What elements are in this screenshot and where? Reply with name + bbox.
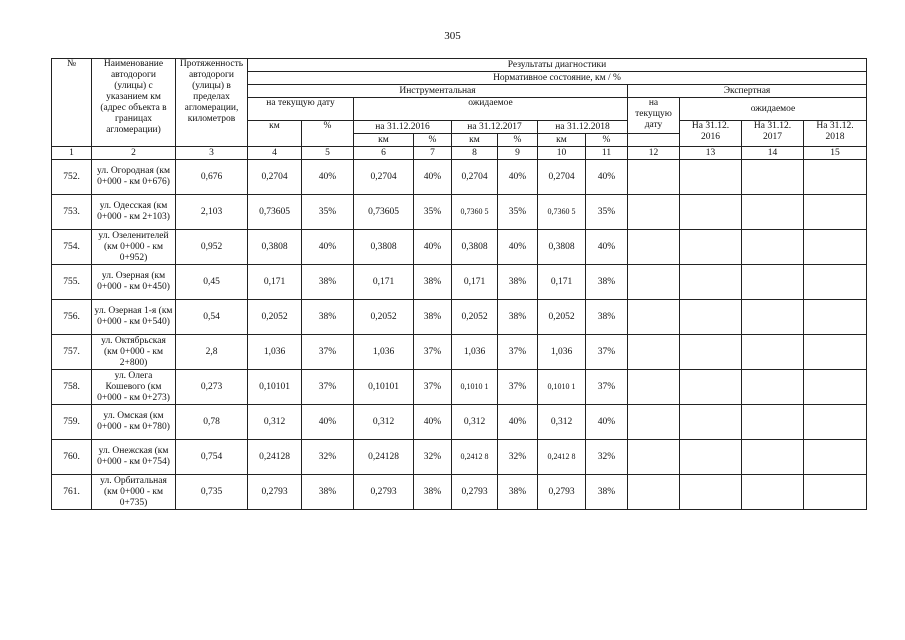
header-2018-km: км <box>538 134 586 147</box>
table-row <box>52 230 867 265</box>
cell-expert-empty <box>628 195 680 230</box>
header-date-2016: на 31.12.2016 <box>354 121 452 134</box>
column-number: 10 <box>538 147 586 160</box>
header-date-2017: на 31.12.2017 <box>452 121 538 134</box>
cell-expert-empty <box>804 440 867 475</box>
header-2016-pct: % <box>414 134 452 147</box>
cell-expert-empty <box>742 370 804 405</box>
cell-cur-pct: 38% <box>302 265 354 300</box>
cell-cur-km: 1,036 <box>248 335 302 370</box>
cell-expert-empty <box>680 440 742 475</box>
cell-no: 759. <box>52 405 92 440</box>
cell-p2016: 37% <box>414 370 452 405</box>
cell-expert-empty <box>680 300 742 335</box>
column-numbers-row <box>52 147 867 160</box>
cell-k2018: 1,036 <box>538 335 586 370</box>
cell-k2018: 0,171 <box>538 265 586 300</box>
table-row <box>52 475 867 510</box>
cell-expert-empty <box>742 440 804 475</box>
cell-expert-empty <box>742 405 804 440</box>
cell-cur-km: 0,2704 <box>248 160 302 195</box>
cell-k2016: 0,3808 <box>354 230 414 265</box>
cell-no: 758. <box>52 370 92 405</box>
table-row <box>52 265 867 300</box>
table-row <box>52 440 867 475</box>
column-number: 11 <box>586 147 628 160</box>
cell-expert-empty <box>742 230 804 265</box>
cell-cur-pct: 37% <box>302 335 354 370</box>
cell-p2018: 40% <box>586 160 628 195</box>
cell-k2017: 1,036 <box>452 335 498 370</box>
cell-p2016: 40% <box>414 405 452 440</box>
cell-expert-empty <box>680 335 742 370</box>
cell-k2018: 0,2704 <box>538 160 586 195</box>
header-current-date: на текущую дату <box>248 98 354 121</box>
cell-name: ул. Одесская (км 0+000 - км 2+103) <box>92 195 176 230</box>
cell-p2017: 38% <box>498 300 538 335</box>
cell-p2018: 40% <box>586 230 628 265</box>
cell-cur-pct: 40% <box>302 160 354 195</box>
cell-expert-empty <box>628 300 680 335</box>
cell-name: ул. Омская (км 0+000 - км 0+780) <box>92 405 176 440</box>
header-expert-2016: На 31.12. 2016 <box>680 121 742 147</box>
cell-cur-km: 0,2052 <box>248 300 302 335</box>
cell-k2018: 0,312 <box>538 405 586 440</box>
column-number: 9 <box>498 147 538 160</box>
cell-no: 754. <box>52 230 92 265</box>
cell-cur-km: 0,10101 <box>248 370 302 405</box>
cell-expert-empty <box>680 230 742 265</box>
cell-name: ул. Озерная 1-я (км 0+000 - км 0+540) <box>92 300 176 335</box>
column-number: 14 <box>742 147 804 160</box>
header-no: № <box>52 59 92 147</box>
cell-expert-empty <box>680 265 742 300</box>
cell-expert-empty <box>680 475 742 510</box>
cell-k2017: 0,3808 <box>452 230 498 265</box>
cell-k2016: 0,171 <box>354 265 414 300</box>
cell-name: ул. Онежская (км 0+000 - км 0+754) <box>92 440 176 475</box>
cell-p2018: 35% <box>586 195 628 230</box>
header-normative: Нормативное состояние, км / % <box>248 72 867 85</box>
cell-length: 2,8 <box>176 335 248 370</box>
cell-expert-empty <box>680 370 742 405</box>
cell-p2017: 37% <box>498 370 538 405</box>
cell-expert-empty <box>628 475 680 510</box>
cell-no: 753. <box>52 195 92 230</box>
header-2016-km: км <box>354 134 414 147</box>
cell-k2018: 0,7360 5 <box>538 195 586 230</box>
cell-expert-empty <box>628 335 680 370</box>
cell-length: 2,103 <box>176 195 248 230</box>
cell-expert-empty <box>628 405 680 440</box>
cell-expert-empty <box>742 475 804 510</box>
table-row <box>52 195 867 230</box>
table-row <box>52 300 867 335</box>
column-number: 5 <box>302 147 354 160</box>
cell-k2016: 0,73605 <box>354 195 414 230</box>
cell-expert-empty <box>742 265 804 300</box>
cell-p2018: 38% <box>586 475 628 510</box>
cell-expert-empty <box>742 160 804 195</box>
cell-cur-km: 0,2793 <box>248 475 302 510</box>
diagnostics-table <box>51 58 867 510</box>
cell-p2016: 35% <box>414 195 452 230</box>
cell-p2016: 40% <box>414 230 452 265</box>
cell-k2018: 0,2412 8 <box>538 440 586 475</box>
cell-p2016: 38% <box>414 265 452 300</box>
cell-k2017: 0,7360 5 <box>452 195 498 230</box>
cell-p2016: 38% <box>414 300 452 335</box>
cell-no: 756. <box>52 300 92 335</box>
header-expert-expected: ожидаемое <box>680 98 867 121</box>
column-number: 6 <box>354 147 414 160</box>
cell-k2017: 0,171 <box>452 265 498 300</box>
table-row <box>52 160 867 195</box>
cell-name: ул. Орбитальная (км 0+000 - км 0+735) <box>92 475 176 510</box>
cell-cur-pct: 32% <box>302 440 354 475</box>
header-expert-2018: На 31.12. 2018 <box>804 121 867 147</box>
header-expected: ожидаемое <box>354 98 628 121</box>
cell-k2017: 0,2052 <box>452 300 498 335</box>
table-row <box>52 335 867 370</box>
cell-p2018: 38% <box>586 300 628 335</box>
cell-length: 0,273 <box>176 370 248 405</box>
cell-cur-km: 0,73605 <box>248 195 302 230</box>
cell-expert-empty <box>804 230 867 265</box>
cell-k2017: 0,312 <box>452 405 498 440</box>
cell-cur-km: 0,24128 <box>248 440 302 475</box>
cell-p2018: 32% <box>586 440 628 475</box>
cell-name: ул. Огородная (км 0+000 - км 0+676) <box>92 160 176 195</box>
header-expert: Экспертная <box>628 85 867 98</box>
cell-cur-km: 0,312 <box>248 405 302 440</box>
cell-k2018: 0,2052 <box>538 300 586 335</box>
header-results: Результаты диагностики <box>248 59 867 72</box>
cell-k2016: 0,2793 <box>354 475 414 510</box>
cell-k2016: 0,24128 <box>354 440 414 475</box>
cell-length: 0,45 <box>176 265 248 300</box>
cell-no: 757. <box>52 335 92 370</box>
column-number: 1 <box>52 147 92 160</box>
cell-k2018: 0,1010 1 <box>538 370 586 405</box>
cell-k2018: 0,2793 <box>538 475 586 510</box>
cell-expert-empty <box>804 475 867 510</box>
cell-p2017: 40% <box>498 230 538 265</box>
cell-no: 752. <box>52 160 92 195</box>
cell-expert-empty <box>742 195 804 230</box>
cell-p2017: 38% <box>498 475 538 510</box>
cell-expert-empty <box>804 335 867 370</box>
column-number: 12 <box>628 147 680 160</box>
cell-cur-pct: 38% <box>302 300 354 335</box>
cell-expert-empty <box>628 440 680 475</box>
header-expert-current: на текущую дату <box>628 98 680 134</box>
cell-cur-km: 0,171 <box>248 265 302 300</box>
cell-k2017: 0,2704 <box>452 160 498 195</box>
cell-cur-pct: 40% <box>302 230 354 265</box>
cell-k2016: 0,312 <box>354 405 414 440</box>
cell-length: 0,754 <box>176 440 248 475</box>
cell-name: ул. Озерная (км 0+000 - км 0+450) <box>92 265 176 300</box>
cell-p2017: 35% <box>498 195 538 230</box>
cell-k2018: 0,3808 <box>538 230 586 265</box>
column-number: 8 <box>452 147 498 160</box>
cell-p2018: 37% <box>586 370 628 405</box>
cell-expert-empty <box>804 265 867 300</box>
cell-k2017: 0,2412 8 <box>452 440 498 475</box>
cell-p2016: 37% <box>414 335 452 370</box>
cell-length: 0,735 <box>176 475 248 510</box>
cell-p2016: 38% <box>414 475 452 510</box>
cell-cur-pct: 38% <box>302 475 354 510</box>
cell-p2017: 40% <box>498 160 538 195</box>
cell-expert-empty <box>804 160 867 195</box>
header-cur-pct: % <box>302 121 354 147</box>
header-instrumental: Инструментальная <box>248 85 628 98</box>
column-number: 15 <box>804 147 867 160</box>
cell-expert-empty <box>742 335 804 370</box>
column-number: 4 <box>248 147 302 160</box>
cell-length: 0,676 <box>176 160 248 195</box>
cell-expert-empty <box>804 370 867 405</box>
cell-p2017: 32% <box>498 440 538 475</box>
header-length: Протяженность автодороги (улицы) в пределах агломерации, километров <box>176 59 248 147</box>
cell-length: 0,78 <box>176 405 248 440</box>
header-expert-2017: На 31.12. 2017 <box>742 121 804 147</box>
cell-no: 761. <box>52 475 92 510</box>
cell-expert-empty <box>680 405 742 440</box>
cell-length: 0,952 <box>176 230 248 265</box>
cell-name: ул. Октябрьская (км 0+000 - км 2+800) <box>92 335 176 370</box>
cell-expert-empty <box>804 405 867 440</box>
cell-expert-empty <box>680 160 742 195</box>
cell-expert-empty <box>628 160 680 195</box>
table-row <box>52 405 867 440</box>
cell-p2016: 40% <box>414 160 452 195</box>
column-number: 3 <box>176 147 248 160</box>
cell-p2018: 40% <box>586 405 628 440</box>
header-road-name: Наименование автодороги (улицы) с указанием км (адрес объекта в границах агломерации) <box>92 59 176 147</box>
cell-k2017: 0,1010 1 <box>452 370 498 405</box>
cell-p2018: 37% <box>586 335 628 370</box>
cell-name: ул. Олега Кошевого (км 0+000 - км 0+273) <box>92 370 176 405</box>
cell-k2016: 1,036 <box>354 335 414 370</box>
page-number: 305 <box>444 30 461 42</box>
cell-cur-km: 0,3808 <box>248 230 302 265</box>
cell-p2017: 38% <box>498 265 538 300</box>
table-row <box>52 370 867 405</box>
cell-cur-pct: 37% <box>302 370 354 405</box>
cell-no: 760. <box>52 440 92 475</box>
cell-k2016: 0,2052 <box>354 300 414 335</box>
column-number: 2 <box>92 147 176 160</box>
cell-expert-empty <box>804 300 867 335</box>
cell-name: ул. Озеленителей (км 0+000 - км 0+952) <box>92 230 176 265</box>
column-number: 13 <box>680 147 742 160</box>
cell-cur-pct: 40% <box>302 405 354 440</box>
cell-cur-pct: 35% <box>302 195 354 230</box>
header-date-2018: на 31.12.2018 <box>538 121 628 134</box>
cell-p2018: 38% <box>586 265 628 300</box>
cell-k2016: 0,10101 <box>354 370 414 405</box>
header-2017-pct: % <box>498 134 538 147</box>
cell-length: 0,54 <box>176 300 248 335</box>
cell-k2016: 0,2704 <box>354 160 414 195</box>
column-number: 7 <box>414 147 452 160</box>
cell-no: 755. <box>52 265 92 300</box>
cell-expert-empty <box>628 265 680 300</box>
cell-expert-empty <box>742 300 804 335</box>
header-2018-pct: % <box>586 134 628 147</box>
header-2017-km: км <box>452 134 498 147</box>
cell-p2016: 32% <box>414 440 452 475</box>
cell-expert-empty <box>628 230 680 265</box>
header-cur-km: км <box>248 121 302 147</box>
cell-expert-empty <box>680 195 742 230</box>
cell-k2017: 0,2793 <box>452 475 498 510</box>
cell-expert-empty <box>804 195 867 230</box>
cell-p2017: 37% <box>498 335 538 370</box>
cell-p2017: 40% <box>498 405 538 440</box>
cell-expert-empty <box>628 370 680 405</box>
